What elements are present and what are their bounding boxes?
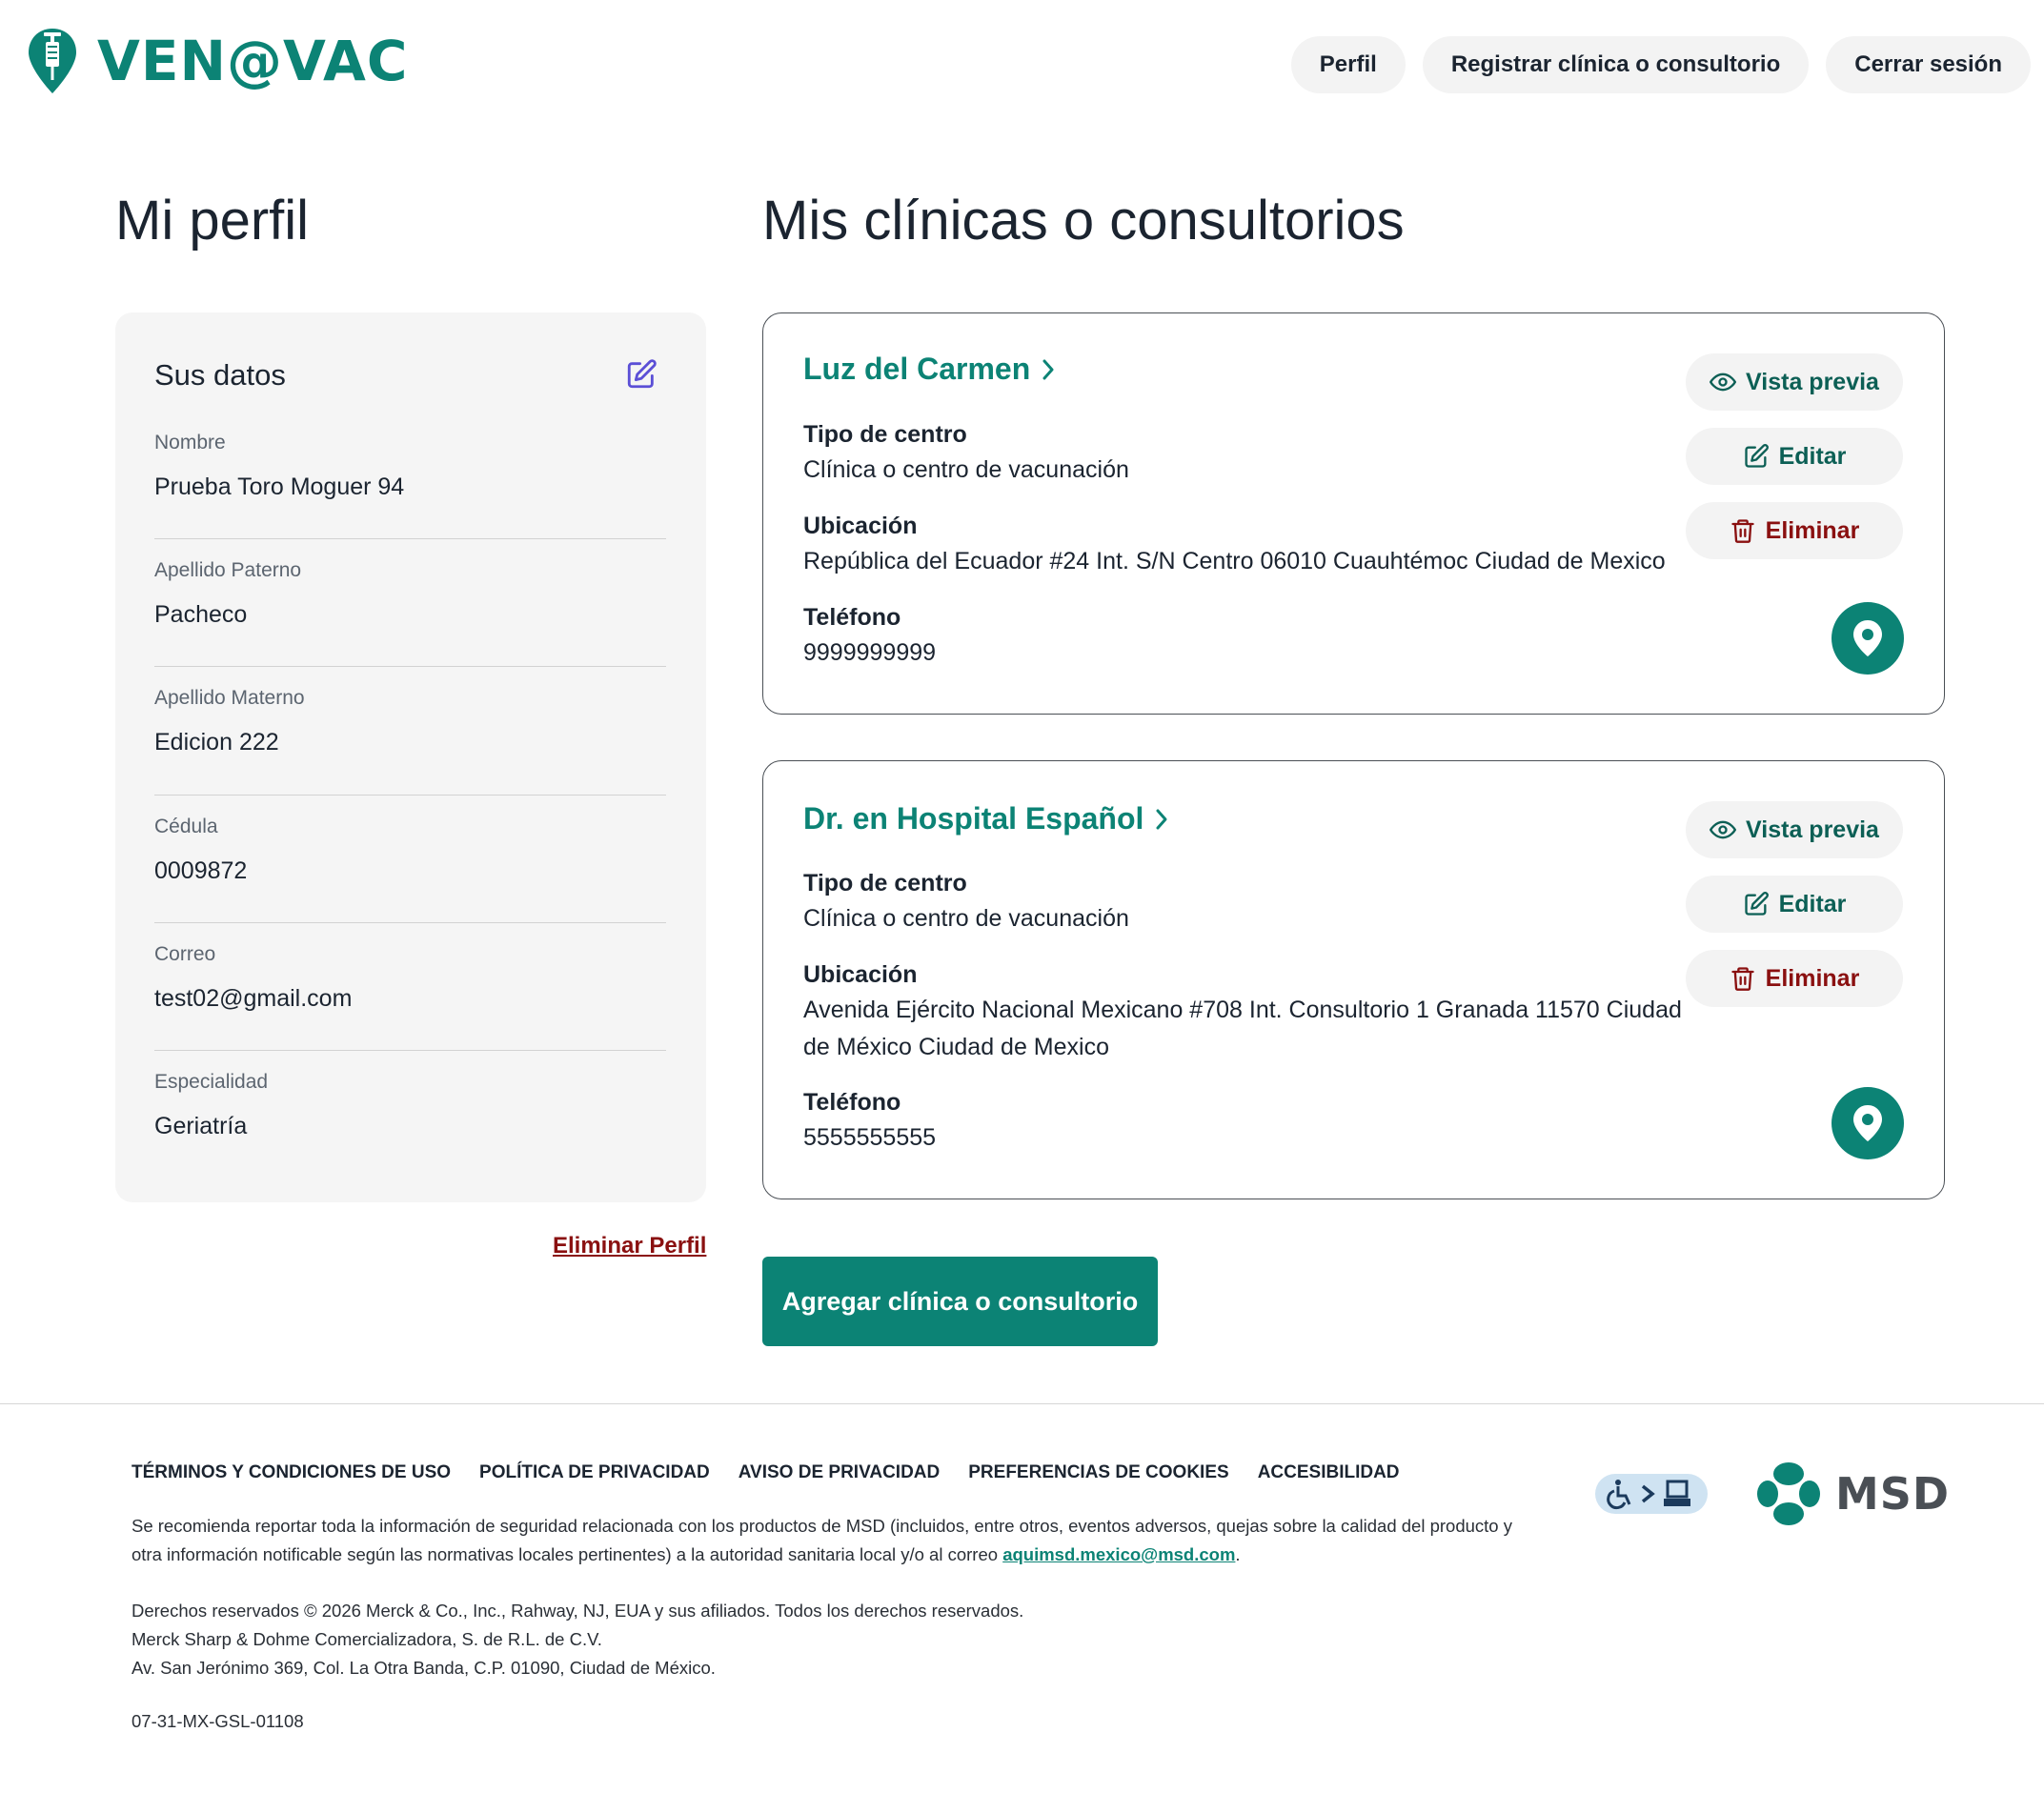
- field-value: Pacheco: [154, 601, 248, 628]
- map-pin-icon: [1852, 619, 1884, 657]
- footer-link-terms[interactable]: TÉRMINOS Y CONDICIONES DE USO: [132, 1462, 452, 1482]
- field-label: Apellido Paterno: [154, 559, 302, 581]
- edit-button[interactable]: [1686, 428, 1903, 485]
- clinic-location-line: de México Ciudad de Mexico: [803, 1034, 1109, 1060]
- clinic-name: Luz del Carmen: [803, 352, 1031, 386]
- clinics-heading: Mis clínicas o consultorios: [762, 190, 1405, 252]
- safety-line-prefix: otra información notificable según las normativas locales pertinentes) a la autoridad sanitaria local y/o al correo: [132, 1544, 999, 1564]
- field-label: Especialidad: [154, 1071, 269, 1093]
- profile-panel: [115, 312, 706, 1202]
- footer-link-accessibility[interactable]: ACCESIBILIDAD: [1257, 1462, 1400, 1482]
- logo-text: VEN@VAC: [97, 29, 409, 93]
- footer-link-privacy-notice[interactable]: AVISO DE PRIVACIDAD: [738, 1462, 941, 1482]
- field-divider: [154, 538, 666, 539]
- msd-logo-icon: [1755, 1461, 1822, 1527]
- field-nombre: [154, 432, 666, 501]
- delete-button[interactable]: [1686, 502, 1903, 559]
- company-text: Merck Sharp & Dohme Comercializadora, S. de R.L. de C.V.: [132, 1629, 602, 1649]
- field-value: Edicion 222: [154, 729, 279, 755]
- nav-logout-button[interactable]: Cerrar sesión: [1826, 36, 2031, 93]
- field-label: Nombre: [154, 432, 226, 453]
- nav-perfil-button[interactable]: Perfil: [1291, 36, 1406, 93]
- address-text: Av. San Jerónimo 369, Col. La Otra Banda, C.P. 01090, Ciudad de México.: [132, 1658, 716, 1678]
- clinic-phone-value: 9999999999: [803, 639, 937, 666]
- field-apellido-materno: [154, 687, 666, 756]
- safety-line-suffix: .: [1235, 1544, 1241, 1564]
- pencil-square-icon: [1743, 443, 1770, 470]
- field-value: Prueba Toro Moguer 94: [154, 473, 405, 500]
- top-nav: [1291, 36, 2031, 93]
- safety-line: Se recomienda reportar toda la información de seguridad relacionada con los productos de MSD (incluidos, entre otros, eventos adversos, quejas sobre la calidad del producto y: [132, 1516, 1512, 1536]
- edit-button-label: Editar: [1778, 442, 1847, 470]
- footer-divider: [0, 1403, 2044, 1404]
- clinic-phone-label: Teléfono: [803, 604, 901, 631]
- field-label: Correo: [154, 943, 216, 965]
- delete-button-label: Eliminar: [1765, 516, 1860, 544]
- clinic-location-line: República del Ecuador #24 Int. S/N Centro 06010 Cuauhtémoc Ciudad de Mexico: [803, 548, 1666, 574]
- clinic-location-label: Ubicación: [803, 513, 918, 539]
- field-label: Apellido Materno: [154, 687, 305, 709]
- clinic-card: [762, 760, 1945, 1199]
- field-value: Geriatría: [154, 1113, 248, 1139]
- clinic-phone-label: Teléfono: [803, 1089, 901, 1116]
- preview-button[interactable]: [1686, 801, 1903, 858]
- footer-links: [132, 1462, 1400, 1483]
- clinic-name-link[interactable]: [803, 352, 1057, 387]
- eye-icon: [1710, 816, 1736, 843]
- field-divider: [154, 795, 666, 796]
- legal-text: [132, 1597, 1023, 1682]
- field-label: Cédula: [154, 816, 218, 837]
- clinic-type-label: Tipo de centro: [803, 870, 967, 896]
- clinic-name-link[interactable]: [803, 801, 1170, 836]
- delete-profile-link[interactable]: Eliminar Perfil: [553, 1233, 707, 1259]
- safety-line: [132, 1541, 1512, 1569]
- trash-icon: [1730, 965, 1756, 992]
- pencil-square-icon[interactable]: [625, 358, 658, 391]
- field-especialidad: [154, 1071, 666, 1140]
- chevron-right-icon: [1153, 807, 1170, 832]
- clinic-card: [762, 312, 1945, 715]
- preview-button-label: Vista previa: [1746, 816, 1879, 843]
- preview-button-label: Vista previa: [1746, 368, 1879, 395]
- map-location-button[interactable]: [1832, 602, 1904, 675]
- syringe-pin-icon: [27, 27, 78, 95]
- map-pin-icon: [1852, 1104, 1884, 1142]
- field-divider: [154, 922, 666, 923]
- accessibility-icon[interactable]: [1593, 1470, 1711, 1518]
- eye-icon: [1710, 369, 1736, 395]
- clinic-type-value: Clínica o centro de vacunación: [803, 456, 1129, 483]
- safety-email-link[interactable]: aquimsd.mexico@msd.com: [1002, 1544, 1236, 1564]
- map-location-button[interactable]: [1832, 1087, 1904, 1159]
- field-divider: [154, 666, 666, 667]
- clinic-type-label: Tipo de centro: [803, 421, 967, 448]
- top-header: [0, 0, 2044, 124]
- pencil-square-icon: [1743, 891, 1770, 917]
- venavac-logo[interactable]: [27, 27, 408, 95]
- clinic-location-value: [803, 992, 1682, 1066]
- edit-button[interactable]: [1686, 876, 1903, 933]
- trash-icon: [1730, 517, 1756, 544]
- clinic-phone-value: 5555555555: [803, 1124, 937, 1151]
- clinic-location-value: [803, 543, 1666, 580]
- clinic-location-label: Ubicación: [803, 961, 918, 988]
- msd-logo-text: MSD: [1835, 1468, 1951, 1520]
- footer-link-privacy-policy[interactable]: POLÍTICA DE PRIVACIDAD: [479, 1462, 710, 1482]
- clinic-name: Dr. en Hospital Español: [803, 801, 1144, 836]
- clinic-location-line: Avenida Ejército Nacional Mexicano #708 Int. Consultorio 1 Granada 11570 Ciudad: [803, 997, 1682, 1023]
- field-correo: [154, 943, 666, 1013]
- field-divider: [154, 1050, 666, 1051]
- safety-reporting-text: [132, 1512, 1512, 1569]
- preview-button[interactable]: [1686, 353, 1903, 411]
- profile-panel-title: Sus datos: [154, 358, 286, 392]
- rights-text: Derechos reservados © 2026 Merck & Co., Inc., Rahway, NJ, EUA y sus afiliados. Todos los derechos reservados.: [132, 1601, 1024, 1621]
- field-value: 0009872: [154, 857, 248, 884]
- delete-button[interactable]: [1686, 950, 1903, 1007]
- footer-link-cookies[interactable]: PREFERENCIAS DE COOKIES: [968, 1462, 1229, 1482]
- nav-register-clinic-button[interactable]: Registrar clínica o consultorio: [1423, 36, 1809, 93]
- chevron-right-icon: [1040, 357, 1057, 382]
- document-code: 07-31-MX-GSL-01108: [132, 1711, 304, 1731]
- edit-button-label: Editar: [1778, 890, 1847, 917]
- field-cedula: [154, 816, 666, 885]
- delete-button-label: Eliminar: [1765, 964, 1860, 992]
- clinic-type-value: Clínica o centro de vacunación: [803, 905, 1129, 932]
- field-value: test02@gmail.com: [154, 985, 353, 1012]
- msd-logo[interactable]: [1755, 1461, 1950, 1527]
- profile-heading: Mi perfil: [115, 190, 310, 252]
- field-apellido-paterno: [154, 559, 666, 629]
- add-clinic-button[interactable]: Agregar clínica o consultorio: [762, 1257, 1158, 1346]
